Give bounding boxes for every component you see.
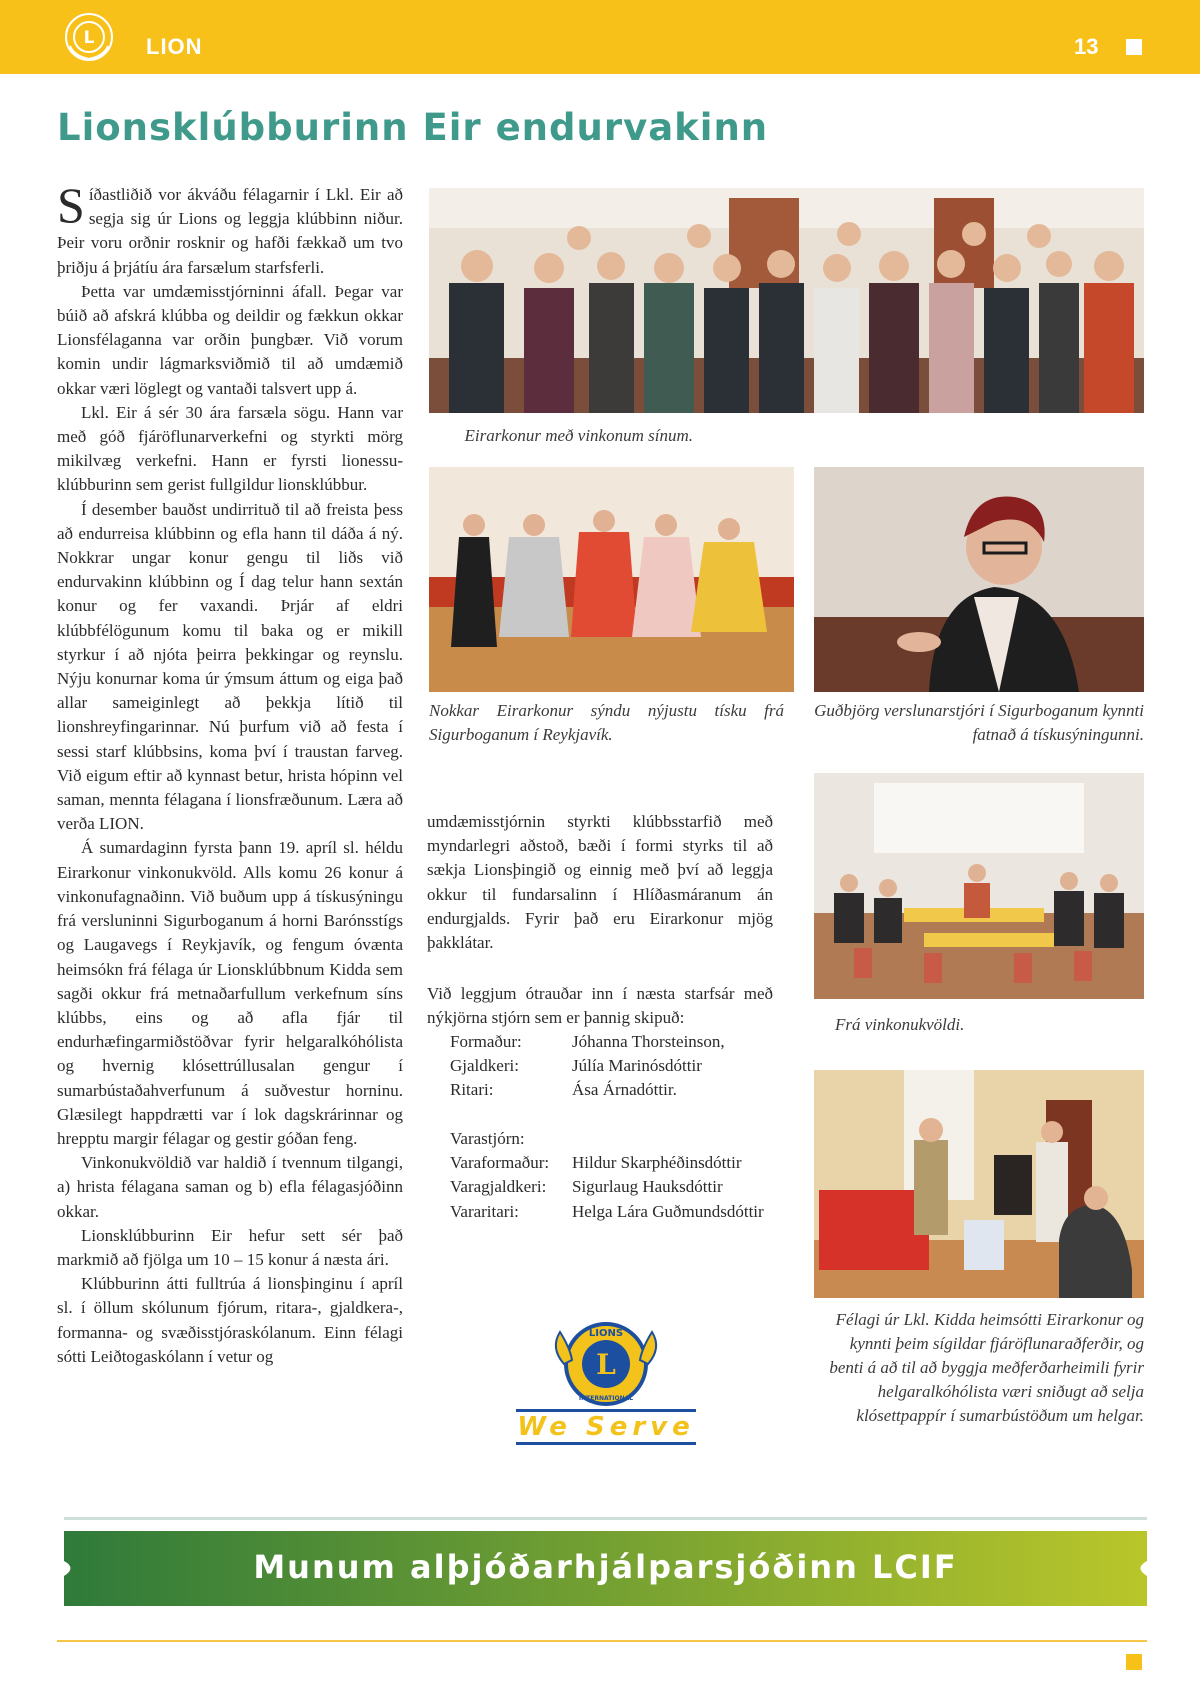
caption-speaker: Guðbjörg verslunarstjóri í Sigurboganum kynnti fatnað á tískusýningunni.: [814, 701, 1144, 744]
page-square-icon: [1126, 39, 1142, 55]
drop-cap: S: [57, 177, 85, 233]
friends-evening-photo: [814, 773, 1144, 999]
paragraph-1: Síðastliðið vor ákváðu félagarnir í Lkl. Eir að segja sig úr Lions og leggja klúbbinn niður. Þeir voru orðnir rosknir og hafði fækkað um tvo þriðju á þrjátíu ára farsælum starfsferli.: [57, 177, 403, 277]
footer-square-icon: [1126, 1654, 1142, 1670]
board-list: [427, 1030, 787, 1103]
visitor-photo: [814, 1070, 1144, 1298]
we-serve-logo: [512, 1318, 700, 1444]
paragraph-2: Þetta var umdæmisstjórninni áfall. Þegar var búið að afskrá klúbba og deildir og fækkun okkar Lionsfélaganna var orðin þungbær. Við vorum komin undir lágmarksviðmið til að umdæmið okkar væri löglegt og vantaði talsvert upp á.: [57, 281, 403, 398]
slogan: We Serve: [517, 1412, 695, 1442]
magazine-name: LION: [146, 34, 203, 59]
article-title: Lionsklúbburinn Eir endurvakinn: [57, 106, 769, 149]
deputy-board-list: [427, 1127, 787, 1224]
banner-top-rule: [64, 1517, 1147, 1520]
svg-text:LIONS: LIONS: [588, 1328, 624, 1339]
svg-text:L: L: [596, 1348, 616, 1381]
middle-column: [427, 810, 773, 955]
caption-fashion-show: Nokkar Eirarkonur sýndu nýjustu tísku frá Sigurboganum í Reykjavík.: [429, 701, 784, 744]
svg-text:INTERNATIONAL: INTERNATIONAL: [578, 1395, 634, 1402]
board-row: Formaður: Jóhanna Thorsteinson,: [450, 1032, 725, 1051]
middle-column-2: [427, 982, 773, 1030]
paragraph-6: Vinkonukvöldið var haldið í tvennum tilgangi, a) hrista félagana saman og b) efla félagasjóðinn okkar.: [57, 1153, 403, 1221]
caption-visitor: Félagi úr Lkl. Kidda heimsótti Eirarkonur og kynnti þeim sígildar fjáröflunaraðferðir, og benti á að til að byggja meðferðarheimili fyrir helgaralkóhólista væri sniðugt að selja klósettpappír í sumarbústöðum um helgar.: [829, 1310, 1144, 1425]
board-row: Vararitari: Helga Lára Guðmundsdóttir: [450, 1201, 764, 1221]
slogan-rule-bottom: [516, 1442, 696, 1445]
lions-emblem-icon: [64, 12, 114, 62]
caption-group-photo: Eirarkonur með vinkonum sínum.: [464, 426, 693, 445]
paragraph-5: Á sumardaginn fyrsta þann 19. apríl sl. héldu Eirarkonur vinkonukvöld. Alls komu 26 konur á vinkonufagnaðinn. Við buðum upp á tískusýningu frá versluninni Sigurboganum á horni Barónsstígs og Laugavegs í Reykjavík, og fengum óvænta heimsókn frá félaga úr Lionsklúbbnum Kidda sem sagði okkur frá metnaðarfullum verkefnum síns klúbbs, eins og að afla fjár til endurhæfingarmiðstöðvar fyrir helgaralkóhólista og hvernig klósettrúllusalan gengur í sumarbústaðahverfunum á suðvestur horninu. Glæsilegt happdrætti var í lok dagskrárinnar og hrepptu margir félagar og gestir góðan feng.: [57, 838, 403, 1148]
middle-paragraph-1: umdæmisstjórnin styrkti klúbbsstarfið með myndarlegri aðstoð, bæði í formi styrks til að sækja Lionsþingið og einnig með því að leggja okkur til fundarsalinn í Hlíðasmáranum án endurgjalds. Fyrir það eru Eirarkonur mjög þakklátar.: [427, 812, 773, 953]
paragraph-8: Klúbburinn átti fulltrúa á lionsþinginu í apríl sl. í öllum skólunum fjórum, ritara-, gjaldkera-, formanna- og svæðisstjóraskólanum. Einn félagi sótti Leiðtogaskólann í vetur og: [57, 1274, 403, 1366]
group-photo: [429, 188, 1144, 413]
board-row: Ritari: Ása Árnadóttir.: [450, 1080, 677, 1100]
header-bar: [0, 0, 1200, 74]
page-number: 13: [1074, 34, 1099, 59]
board-row: Gjaldkeri: Júlía Marinósdóttir: [450, 1056, 702, 1076]
footer-rule: [57, 1640, 1147, 1642]
fashion-show-photo: [429, 467, 794, 692]
left-column: [57, 177, 403, 1369]
middle-paragraph-2: Við leggjum ótrauðar inn í næsta starfsár með nýkjörna stjórn sem er þannig skipuð:: [427, 984, 773, 1028]
lions-international-logo-icon: [512, 1318, 700, 1410]
board-row: Varaformaður: Hildur Skarphéðinsdóttir: [450, 1153, 742, 1173]
board-row: Varagjaldkeri: Sigurlaug Hauksdóttir: [450, 1177, 723, 1197]
paragraph-4: Í desember bauðst undirrituð til að freista þess að endurreisa klúbbinn og efla hann til dáða á ný. Nokkrar ungar konur gengu til liðs við endurvakinn klúbbinn og Í dag telur hann sextán konur og fer vaxandi. Þrjár af eldri klúbbfélögunum komu til baka og er mikill styrkur í að njóta þeirra þekkingar og reynslu. Nýju konurnar koma úr ýmsum áttum og eiga það allar sameiginlegt að þekkja lítið til lionshreyfingarinnar. Nú þurfum við að festa í sessi starf klúbbsins, koma því í traustan farveg. Við eigum eftir að kynnast betur, hrista hópinn vel saman, mennta félagana í lionsfræðunum. Læra að verða LION.: [57, 499, 403, 834]
caption-friends-evening: Frá vinkonukvöldi.: [835, 1015, 965, 1034]
svg-text:L: L: [83, 28, 95, 48]
banner-text: Munum alþjóðarhjálparsjóðinn LCIF: [253, 1548, 958, 1586]
deputy-heading: Varastjórn:: [450, 1129, 525, 1148]
speaker-photo: [814, 467, 1144, 692]
paragraph-3: Lkl. Eir á sér 30 ára farsæla sögu. Hann var með góð fjáröflunarverkefni og styrkti mörg mikilvæg verkefni. Hann er fyrsti lionessuklúbburinn sem gerist fullgildur lionsklúbbur.: [57, 402, 403, 495]
paragraph-7: Lionsklúbburinn Eir hefur sett sér það markmið að fjölga um 10 – 15 konur á næsta ári.: [57, 1225, 403, 1269]
